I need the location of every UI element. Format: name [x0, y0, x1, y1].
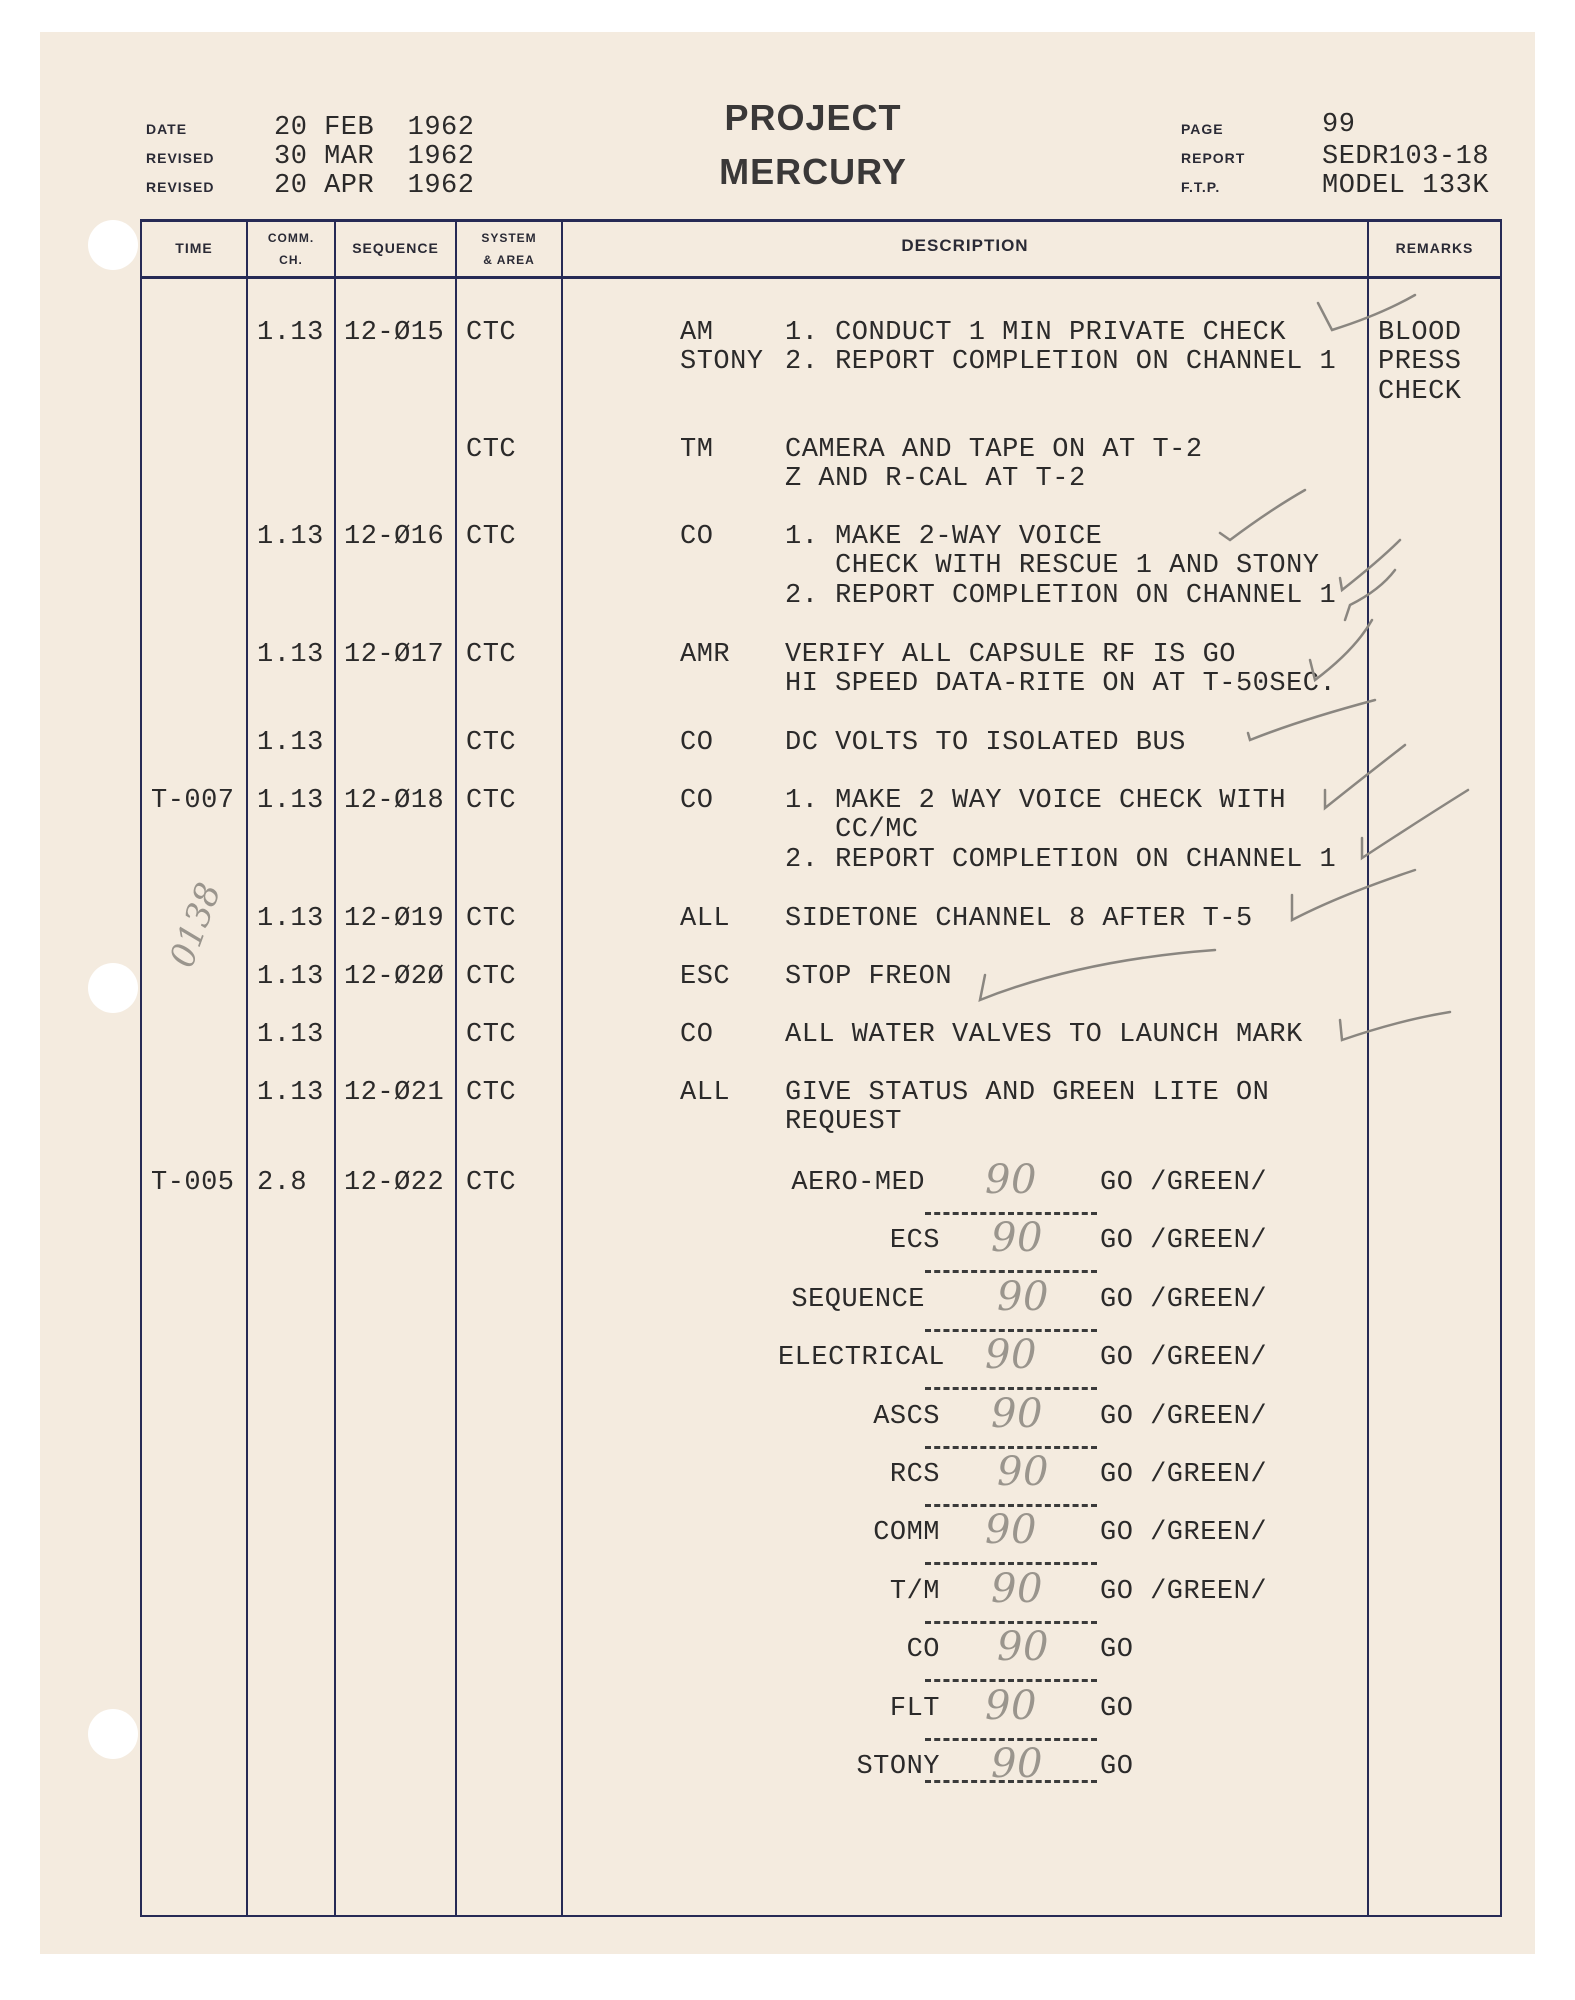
ftp-value: MODEL 133K	[1322, 171, 1490, 201]
comm-channel-cell: 1.13	[257, 728, 324, 758]
sequence-cell: 12-Ø19	[344, 904, 445, 934]
date-label: DATE	[146, 121, 188, 137]
go-status-text: GO /GREEN/	[1100, 1226, 1268, 1257]
comm-channel-cell: 1.13	[257, 904, 324, 934]
system-cell: CTC	[466, 1168, 517, 1198]
area-cell: ALL	[680, 1078, 731, 1108]
handwritten-signoff: 90	[991, 1390, 1043, 1437]
system-label: COMM	[873, 1518, 940, 1549]
sequence-cell: 12-Ø16	[344, 522, 445, 552]
revised-value: 20 APR 1962	[274, 171, 475, 201]
system-cell: CTC	[466, 318, 517, 348]
remarks-line: BLOOD	[1378, 318, 1462, 348]
area-cell: STONY	[680, 347, 764, 378]
check-mark-icon	[1310, 620, 1372, 680]
description-line: STOP FREON	[785, 962, 953, 992]
system-label: SEQUENCE	[791, 1284, 925, 1315]
description-line: 1. CONDUCT 1 MIN PRIVATE CHECK	[785, 318, 1287, 348]
check-mark-icon	[1345, 570, 1395, 620]
description-line: 2. REPORT COMPLETION ON CHANNEL 1	[785, 347, 1337, 378]
area-cell: AM	[680, 318, 714, 348]
comm-channel-cell: 1.13	[257, 786, 324, 816]
system-cell: CTC	[466, 435, 517, 465]
comm-channel-cell: 1.13	[257, 640, 324, 670]
handwritten-signoff: 90	[997, 1624, 1049, 1671]
comm-channel-cell: 2.8	[257, 1168, 308, 1198]
comm-channel-cell: 1.13	[257, 962, 324, 992]
description-line: DC VOLTS TO ISOLATED BUS	[785, 728, 1186, 758]
system-label: CO	[906, 1635, 940, 1666]
check-mark-icon	[980, 950, 1215, 1000]
system-label: FLT	[889, 1693, 940, 1724]
description-line: ALL WATER VALVES TO LAUNCH MARK	[785, 1020, 1303, 1050]
page-label: PAGE	[1181, 121, 1224, 137]
area-cell: AMR	[680, 640, 731, 670]
description-line: 2. REPORT COMPLETION ON CHANNEL 1	[785, 844, 1337, 875]
description-line: 1. MAKE 2 WAY VOICE CHECK WITH	[785, 786, 1287, 816]
system-cell: CTC	[466, 786, 517, 816]
handwritten-signoff: 90	[985, 1682, 1037, 1729]
handwritten-margin-note: 0138	[162, 877, 230, 973]
revised-label: REVISED	[146, 150, 215, 166]
area-cell: CO	[680, 522, 714, 552]
check-mark-icon	[1318, 295, 1415, 330]
title-line-1: PROJECT	[724, 97, 902, 138]
sequence-cell: 12-Ø15	[344, 318, 445, 348]
check-mark-icon	[1325, 745, 1405, 808]
handwritten-signoff: 90	[985, 1332, 1037, 1379]
system-label: T/M	[889, 1576, 940, 1607]
go-status-text: GO /GREEN/	[1100, 1401, 1268, 1432]
check-mark-icon	[1220, 490, 1305, 540]
description-line: CC/MC	[785, 815, 919, 846]
go-status-text: GO /GREEN/	[1100, 1343, 1268, 1374]
time-cell: T-007	[151, 786, 235, 816]
description-line: CAMERA AND TAPE ON AT T-2	[785, 435, 1203, 465]
sequence-cell: 12-Ø21	[344, 1078, 445, 1108]
go-status-text: GO /GREEN/	[1100, 1168, 1268, 1198]
handwritten-signoff: 90	[991, 1741, 1043, 1787]
check-mark-icon	[1340, 1012, 1450, 1040]
go-status-text: GO /GREEN/	[1100, 1460, 1268, 1490]
comm-channel-cell: 1.13	[257, 1078, 324, 1108]
area-cell: TM	[680, 435, 714, 465]
system-cell: CTC	[466, 640, 517, 670]
sequence-cell: 12-Ø17	[344, 640, 445, 670]
column-header-time: TIME	[175, 240, 213, 256]
system-label: ELECTRICAL	[777, 1343, 945, 1374]
area-cell: CO	[680, 728, 714, 758]
go-status-text: GO /GREEN/	[1100, 1284, 1268, 1315]
system-label: STONY	[856, 1752, 940, 1782]
title-line-2: MERCURY	[719, 151, 907, 192]
revised-label: REVISED	[146, 179, 215, 195]
area-cell: CO	[680, 1020, 714, 1050]
area-cell: ALL	[680, 904, 731, 934]
column-header-comm: COMM.	[267, 231, 315, 245]
handwritten-signoff: 90	[985, 1157, 1037, 1203]
revised-value: 30 MAR 1962	[274, 142, 475, 172]
go-status-text: GO	[1100, 1752, 1134, 1782]
system-label: ECS	[889, 1226, 940, 1257]
description-line: HI SPEED DATA-RITE ON AT T-50SEC.	[785, 669, 1337, 700]
date-value: 20 FEB 1962	[274, 113, 475, 143]
column-header-remarks: REMARKS	[1395, 240, 1474, 256]
description-line: 2. REPORT COMPLETION ON CHANNEL 1	[785, 580, 1337, 611]
description-line: VERIFY ALL CAPSULE RF IS GO	[785, 640, 1236, 670]
go-status-text: GO	[1100, 1635, 1134, 1666]
page-number: 99	[1322, 110, 1356, 140]
check-mark-icon	[1362, 790, 1468, 858]
handwritten-signoff: 90	[991, 1215, 1043, 1262]
sequence-cell: 12-Ø18	[344, 786, 445, 816]
area-cell: CO	[680, 786, 714, 816]
column-header-system: SYSTEM	[481, 231, 537, 245]
system-cell: CTC	[466, 1078, 517, 1108]
time-cell: T-005	[151, 1168, 235, 1198]
description-line: 1. MAKE 2-WAY VOICE	[785, 522, 1103, 552]
remarks-line: PRESS	[1378, 347, 1462, 378]
system-cell: CTC	[466, 904, 517, 934]
column-header-description: DESCRIPTION	[901, 236, 1029, 255]
ftp-label: F.T.P.	[1181, 179, 1221, 195]
description-line: SIDETONE CHANNEL 8 AFTER T-5	[785, 904, 1253, 934]
system-label: RCS	[889, 1460, 940, 1490]
system-cell: CTC	[466, 728, 517, 758]
description-line: CHECK WITH RESCUE 1 AND STONY	[785, 551, 1320, 582]
description-line: REQUEST	[785, 1107, 902, 1138]
go-status-text: GO /GREEN/	[1100, 1576, 1268, 1607]
comm-channel-cell: 1.13	[257, 318, 324, 348]
column-header-area: & AREA	[483, 253, 535, 267]
handwritten-signoff: 90	[991, 1565, 1043, 1612]
column-header-sequence: SEQUENCE	[352, 240, 439, 256]
handwritten-signoff: 90	[997, 1449, 1049, 1495]
system-label: AERO-MED	[791, 1168, 925, 1198]
system-cell: CTC	[466, 1020, 517, 1050]
remarks-line: CHECK	[1378, 376, 1462, 407]
report-label: REPORT	[1181, 150, 1246, 166]
go-status-text: GO	[1100, 1693, 1134, 1724]
description-line: GIVE STATUS AND GREEN LITE ON	[785, 1078, 1270, 1108]
comm-channel-cell: 1.13	[257, 1020, 324, 1050]
column-header-comm-ch: CH.	[279, 253, 303, 267]
handwritten-signoff: 90	[985, 1507, 1037, 1554]
description-line: Z AND R-CAL AT T-2	[785, 464, 1086, 495]
system-cell: CTC	[466, 522, 517, 552]
check-mark-icon	[1340, 540, 1400, 590]
area-cell: ESC	[680, 962, 731, 992]
report-value: SEDR103-18	[1322, 142, 1490, 172]
go-status-text: GO /GREEN/	[1100, 1518, 1268, 1549]
system-label: ASCS	[873, 1401, 940, 1432]
system-cell: CTC	[466, 962, 517, 992]
comm-channel-cell: 1.13	[257, 522, 324, 552]
check-mark-icon	[1248, 700, 1375, 740]
check-mark-icon	[1292, 870, 1415, 920]
sequence-cell: 12-Ø2Ø	[344, 962, 445, 992]
sequence-cell: 12-Ø22	[344, 1168, 445, 1198]
handwritten-signoff: 90	[997, 1273, 1049, 1320]
